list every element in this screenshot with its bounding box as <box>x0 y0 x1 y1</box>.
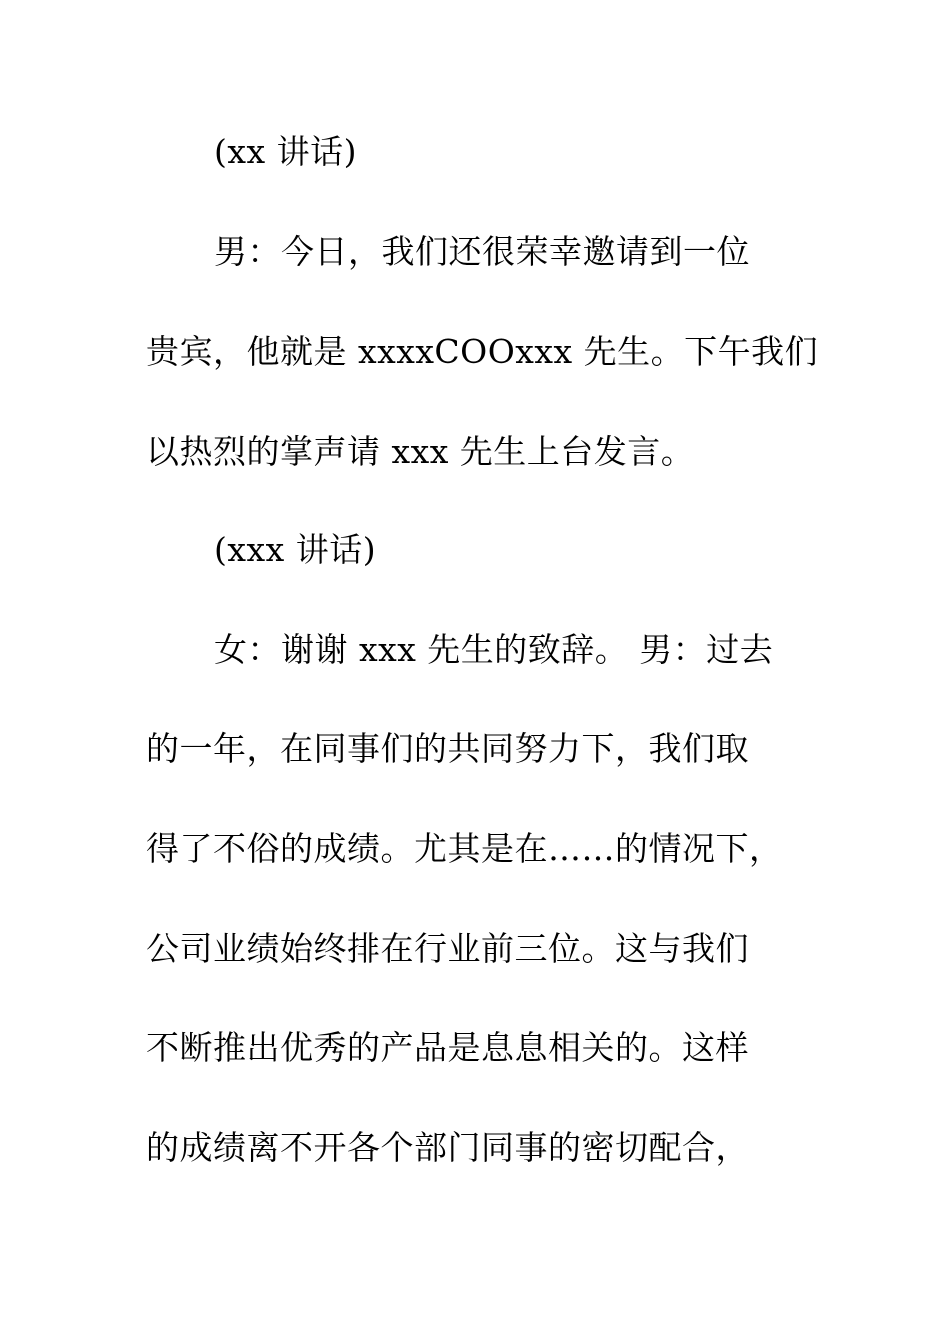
paragraph-line: 女：谢谢 xxx 先生的致辞。 男：过去 <box>214 630 774 669</box>
paragraph-line: 的成绩离不开各个部门同事的密切配合， <box>146 1128 749 1167</box>
paragraph-line: 以热烈的掌声请 xxx 先生上台发言。 <box>146 432 695 471</box>
paragraph-line: 得了不俗的成绩。尤其是在……的情况下， <box>146 829 783 868</box>
paragraph-line: 不断推出优秀的产品是息息相关的。这样 <box>146 1028 749 1067</box>
paragraph-line: 公司业绩始终排在行业前三位。这与我们 <box>146 929 749 968</box>
paragraph-line: 贵宾，他就是 xxxxCOOxxx 先生。下午我们 <box>146 332 819 371</box>
speech-note-xx: (xx 讲话) <box>214 132 357 171</box>
paragraph-line: 的一年，在同事们的共同努力下，我们取 <box>146 729 749 768</box>
speech-note-xxx: (xxx 讲话) <box>214 530 377 569</box>
paragraph-line: 男：今日，我们还很荣幸邀请到一位 <box>214 232 750 271</box>
